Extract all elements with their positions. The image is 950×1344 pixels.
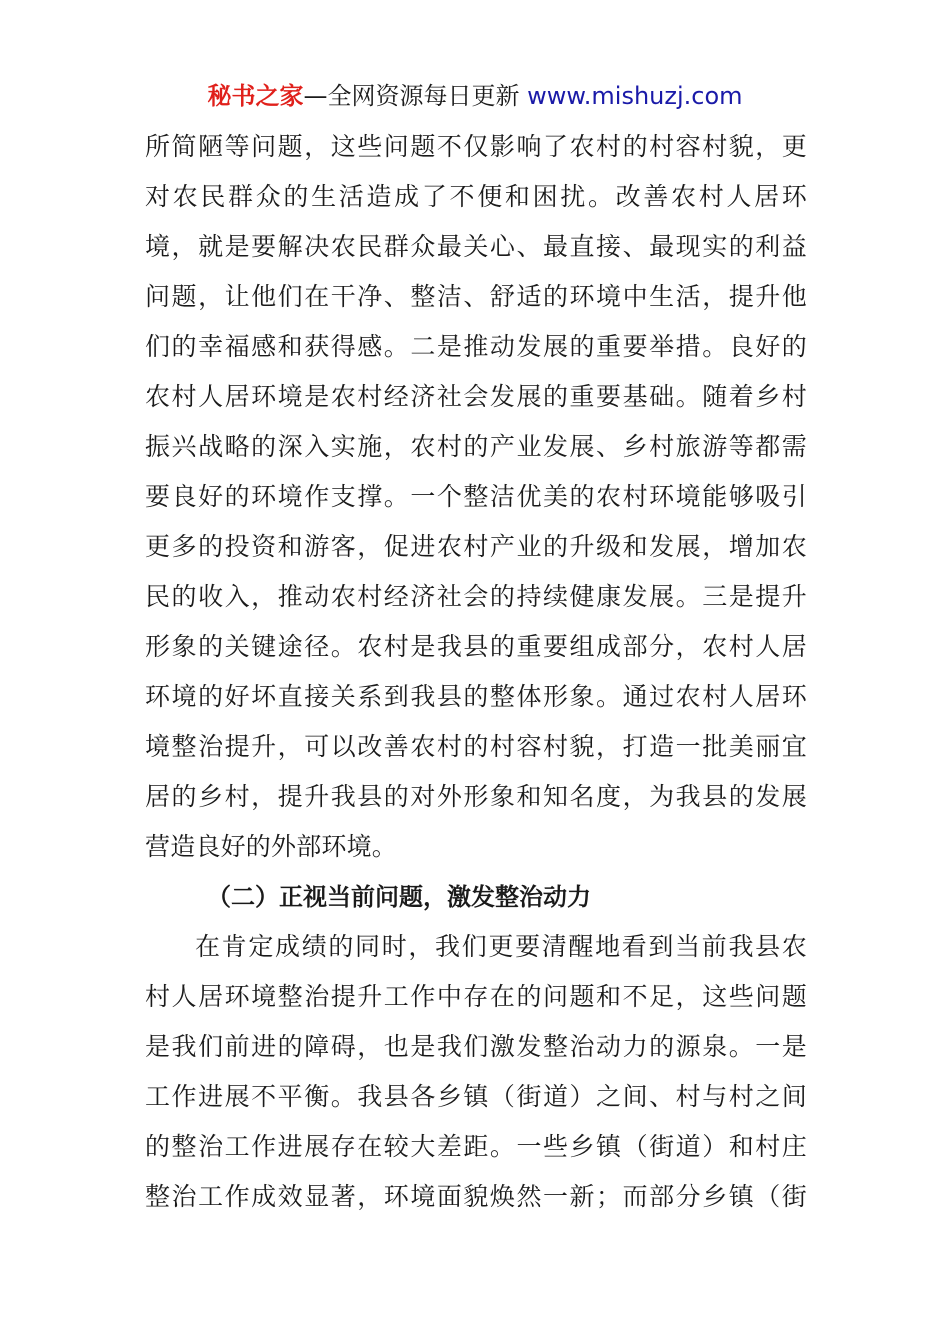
text-line: 在肯定成绩的同时，我们更要清醒地看到当前我县农 — [195, 932, 807, 961]
text-line: 所简陋等问题，这些问题不仅影响了农村的村容村貌，更 — [145, 132, 807, 161]
section-heading: （二）正视当前问题，激发整治动力 — [207, 883, 591, 911]
site-header — [0, 80, 950, 112]
paragraph-1 — [145, 122, 807, 872]
text-line: 境整治提升，可以改善农村的村容村貌，打造一批美丽宜 — [145, 732, 807, 761]
text-line: 们的幸福感和获得感。二是推动发展的重要举措。良好的 — [145, 332, 807, 361]
text-line: 的整治工作进展存在较大差距。一些乡镇（街道）和村庄 — [145, 1132, 807, 1161]
text-line: 营造良好的外部环境。 — [145, 832, 398, 861]
text-line: 农村人居环境是农村经济社会发展的重要基础。随着乡村 — [145, 382, 807, 411]
text-line: 振兴战略的深入实施，农村的产业发展、乡村旅游等都需 — [145, 432, 807, 461]
site-tagline: —全网资源每日更新 — [303, 82, 528, 110]
text-line: 境，就是要解决农民群众最关心、最直接、最现实的利益 — [145, 232, 807, 261]
text-line: 形象的关键途径。农村是我县的重要组成部分，农村人居 — [145, 632, 807, 661]
paragraph-2 — [145, 922, 807, 1222]
site-url-link[interactable]: www.mishuzj.com — [527, 82, 743, 110]
text-line: 环境的好坏直接关系到我县的整体形象。通过农村人居环 — [145, 682, 807, 711]
text-line: 更多的投资和游客，促进农村产业的升级和发展，增加农 — [145, 532, 807, 561]
text-line: 民的收入，推动农村经济社会的持续健康发展。三是提升 — [145, 582, 807, 611]
site-brand: 秘书之家 — [207, 82, 304, 110]
text-line: 工作进展不平衡。我县各乡镇（街道）之间、村与村之间 — [145, 1082, 807, 1111]
text-line: 村人居环境整治提升工作中存在的问题和不足，这些问题 — [145, 982, 807, 1011]
text-line: 是我们前进的障碍，也是我们激发整治动力的源泉。一是 — [145, 1032, 807, 1061]
text-line: 居的乡村，提升我县的对外形象和知名度，为我县的发展 — [145, 782, 807, 811]
text-line: 整治工作成效显著，环境面貌焕然一新；而部分乡镇（街 — [145, 1182, 807, 1211]
text-line: 问题，让他们在干净、整洁、舒适的环境中生活，提升他 — [145, 282, 807, 311]
document-body — [145, 122, 807, 1222]
text-line: 要良好的环境作支撑。一个整洁优美的农村环境能够吸引 — [145, 482, 807, 511]
text-line: 对农民群众的生活造成了不便和困扰。改善农村人居环 — [145, 182, 807, 211]
